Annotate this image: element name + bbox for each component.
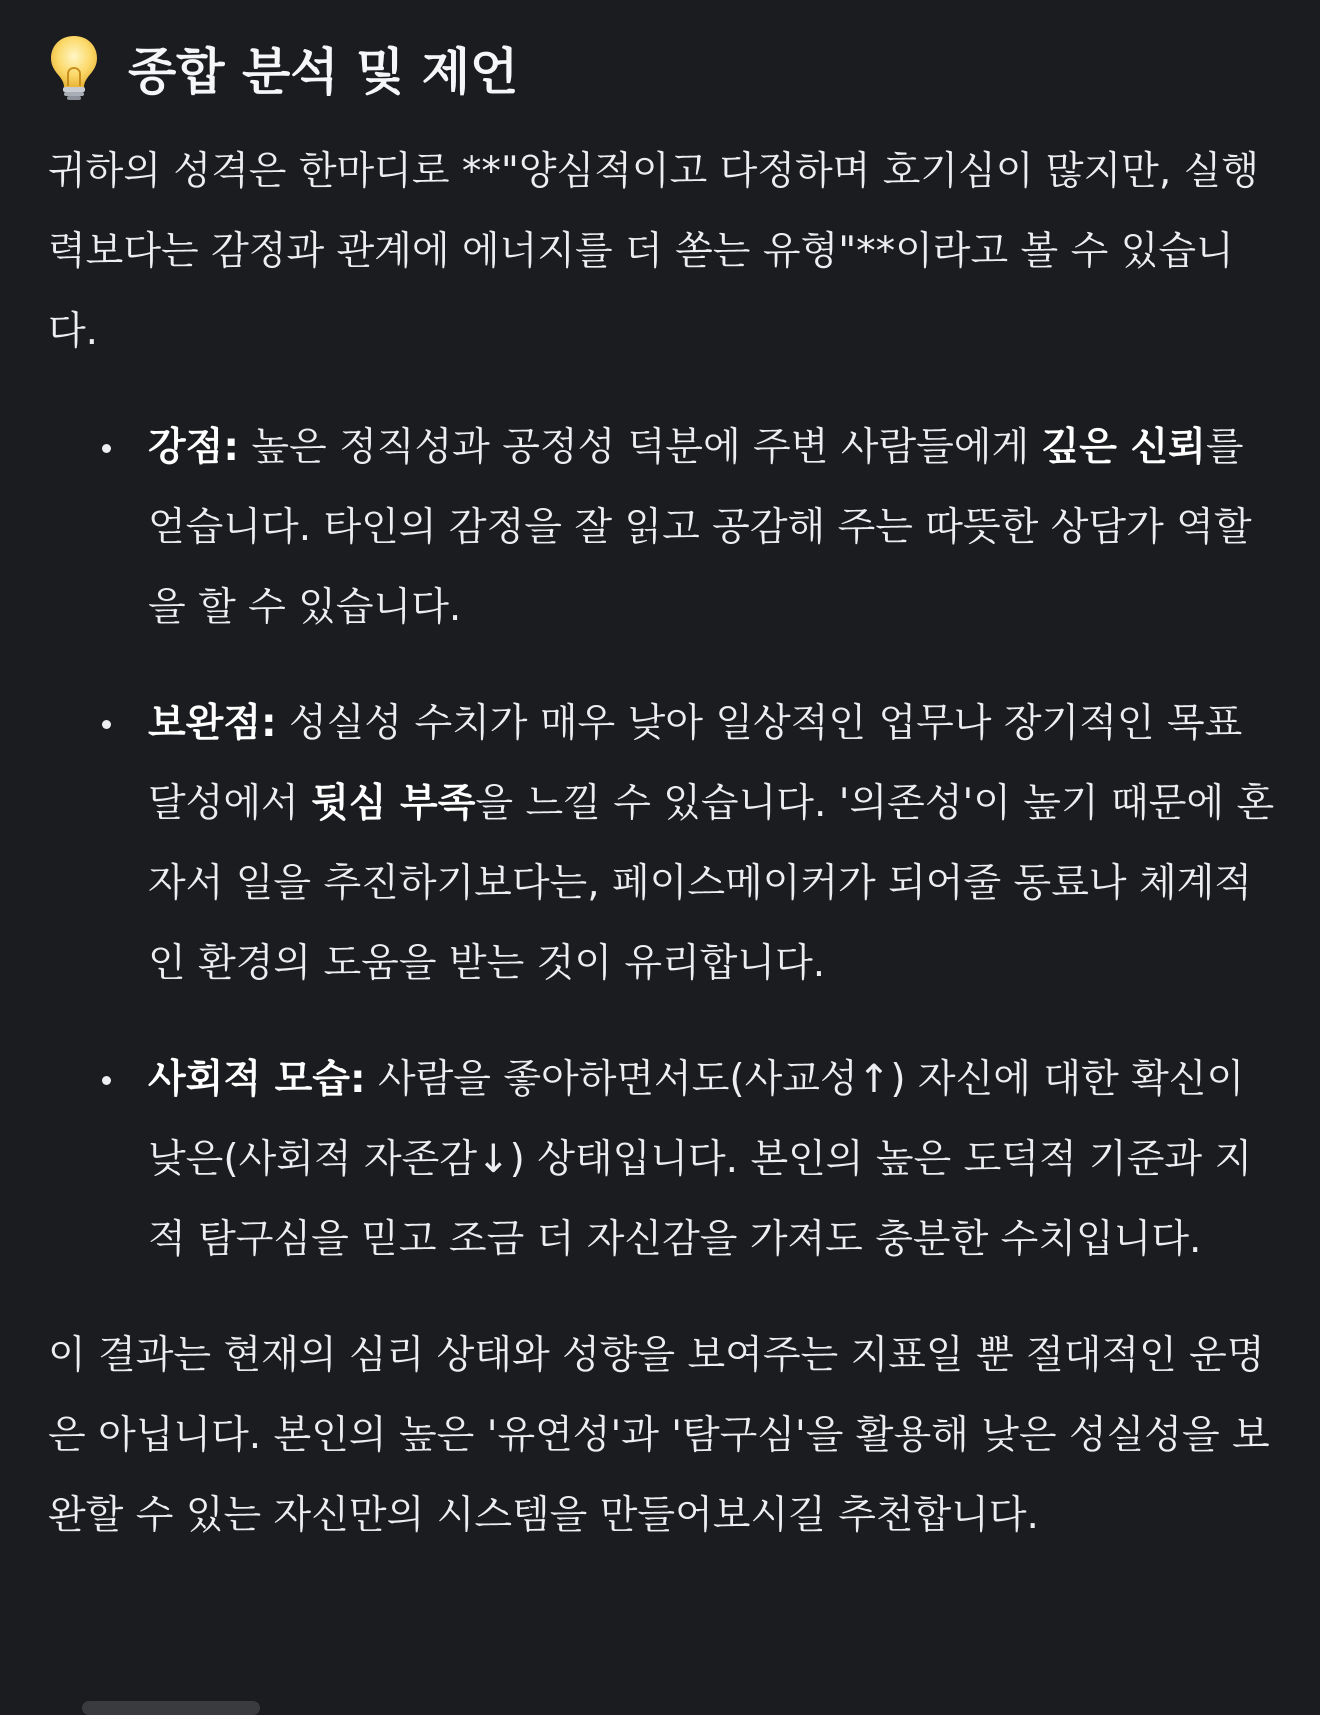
conclusion-paragraph: 이 결과는 현재의 심리 상태와 성향을 보여주는 지표일 뿐 절대적인 운명은 아닙니다. 본인의 높은 '유연성'과 '탐구심'을 활용해 낮은 성실성을 보완할 수 있는 자신만의 시스템을 만들어보시길 추천합니다. [48,1333,1270,1538]
lightbulb-icon [48,34,100,102]
list-item-strength [48,408,1278,648]
bullet-list [48,408,1278,1280]
bullet-icon [102,1076,111,1085]
bullet-text: 를 얻습니다. 타인의 감정을 잘 읽고 공감해 주는 따뜻한 상담가 역할을 할 수 있습니다. [148,425,1252,630]
section-heading [48,28,1278,108]
bullet-text: 성실성 수치가 매우 낮아 일상적인 업무나 장기적인 목표 달성에서 [148,701,1243,826]
bullet-bold-text: 뒷심 부족 [311,781,476,826]
list-item-social [48,1040,1278,1280]
bullet-label: 강점: [148,425,239,470]
list-item-weakness [48,684,1278,1004]
bullet-icon [102,720,111,729]
bullet-text: 사람을 좋아하면서도(사교성↑) 자신에 대한 확신이 낮은(사회적 자존감↓) 상태입니다. 본인의 높은 도덕적 기준과 지적 탐구심을 믿고 조금 더 자신감을 가져도 충분한 수치입니다. [148,1057,1253,1262]
bullet-label: 보완점: [148,701,277,746]
message-content [48,28,1278,1556]
section-title: 종합 분석 및 제언 [128,43,519,101]
intro-paragraph: 귀하의 성격은 한마디로 **"양심적이고 다정하며 호기심이 많지만, 실행력보다는 감정과 관계에 에너지를 더 쏟는 유형"**이라고 볼 수 있습니다. [48,149,1259,354]
bullet-label: 사회적 모습: [148,1057,366,1102]
bullet-icon [102,444,111,453]
bullet-text: 을 느낄 수 있습니다. '의존성'이 높기 때문에 혼자서 일을 추진하기보다는, 페이스메이커가 되어줄 동료나 체계적인 환경의 도움을 받는 것이 유리합니다. [148,781,1275,986]
bullet-bold-text: 깊은 신뢰 [1041,425,1206,470]
scroll-button[interactable] [82,1701,260,1715]
bullet-text: 높은 정직성과 공정성 덕분에 주변 사람들에게 [238,425,1042,470]
